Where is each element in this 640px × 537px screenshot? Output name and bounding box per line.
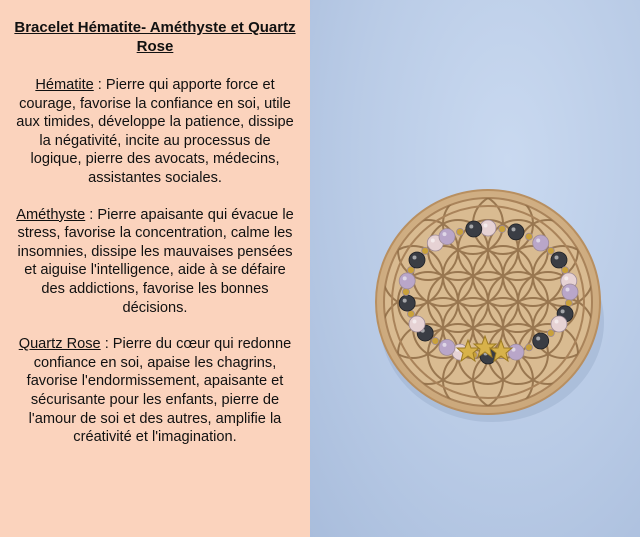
- section-text: : Pierre qui apporte force et courage, favorise la confiance en soi, utile aux timides, développe la patience, dissipe la négativité, incite au processus de logique, pierre des avocats, médecins, assistantes sociales.: [16, 77, 294, 186]
- bead-highlight: [443, 343, 447, 347]
- rose-quartz-bead: [551, 316, 567, 332]
- gold-bead: [547, 330, 554, 337]
- section-quartz-rose: [14, 335, 296, 447]
- bead-highlight: [413, 256, 417, 260]
- bead-highlight: [413, 320, 417, 324]
- section-amethyste: [14, 206, 296, 318]
- bead-highlight: [469, 225, 473, 229]
- gold-bead: [547, 247, 554, 254]
- product-title: Bracelet Hématite- Améthyste et Quartz Rose: [14, 19, 296, 55]
- section-name: Améthyste: [16, 206, 86, 223]
- rose-quartz-bead: [480, 220, 496, 236]
- bead-highlight: [403, 299, 407, 303]
- hematite-bead: [466, 221, 482, 237]
- hematite-bead: [533, 333, 549, 349]
- rose-quartz-bead: [409, 316, 425, 332]
- gold-bead: [562, 267, 569, 274]
- amethyst-bead: [439, 229, 455, 245]
- bracelet-illustration: [310, 0, 640, 537]
- bead-highlight: [443, 232, 447, 236]
- hematite-bead: [551, 252, 567, 268]
- bead-highlight: [536, 337, 540, 341]
- bead-highlight: [512, 227, 516, 231]
- section-name: Hématite: [35, 77, 94, 93]
- section-hematite: [14, 76, 296, 188]
- gold-bead: [432, 338, 439, 345]
- gold-bead: [407, 267, 414, 274]
- gold-bead: [526, 233, 533, 240]
- hematite-bead: [399, 295, 415, 311]
- bead-highlight: [484, 224, 488, 228]
- gold-bead: [565, 300, 572, 307]
- bead-highlight: [561, 309, 565, 313]
- bead-highlight: [555, 256, 559, 260]
- amethyst-bead: [508, 344, 524, 360]
- bead-highlight: [566, 288, 570, 292]
- gold-bead: [499, 226, 506, 233]
- hematite-bead: [409, 252, 425, 268]
- gold-bead: [457, 228, 464, 235]
- section-name: Quartz Rose: [18, 336, 101, 353]
- section-text: : Pierre apaisante qui évacue le stress, favorise la concentration, calme les insomnies, dissipe les mauvaises pensées et aiguise l'intelligence, aide à se défaire des addictions, favorise les bonnes décisions.: [17, 206, 294, 316]
- amethyst-bead: [562, 284, 578, 300]
- amethyst-bead: [533, 235, 549, 251]
- gold-bead: [407, 310, 414, 317]
- amethyst-bead: [439, 339, 455, 355]
- bead-highlight: [564, 276, 568, 280]
- bead-highlight: [555, 320, 559, 324]
- gold-bead: [403, 289, 410, 296]
- product-photo: [310, 0, 640, 537]
- hematite-bead: [508, 224, 524, 240]
- gold-bead: [526, 344, 533, 351]
- bead-highlight: [536, 239, 540, 243]
- section-text: : Pierre du cœur qui redonne confiance en soi, apaise les chagrins, favorise l'endormissement, apaisante et sécurisante pour les enfants, pierre de l'amour de soi et des autres, amplifie la créativité et l'imagination.: [26, 336, 292, 446]
- gold-bead: [422, 247, 429, 254]
- bead-highlight: [431, 239, 435, 243]
- bead-highlight: [403, 276, 407, 280]
- description-panel: [0, 0, 310, 537]
- amethyst-bead: [399, 273, 415, 289]
